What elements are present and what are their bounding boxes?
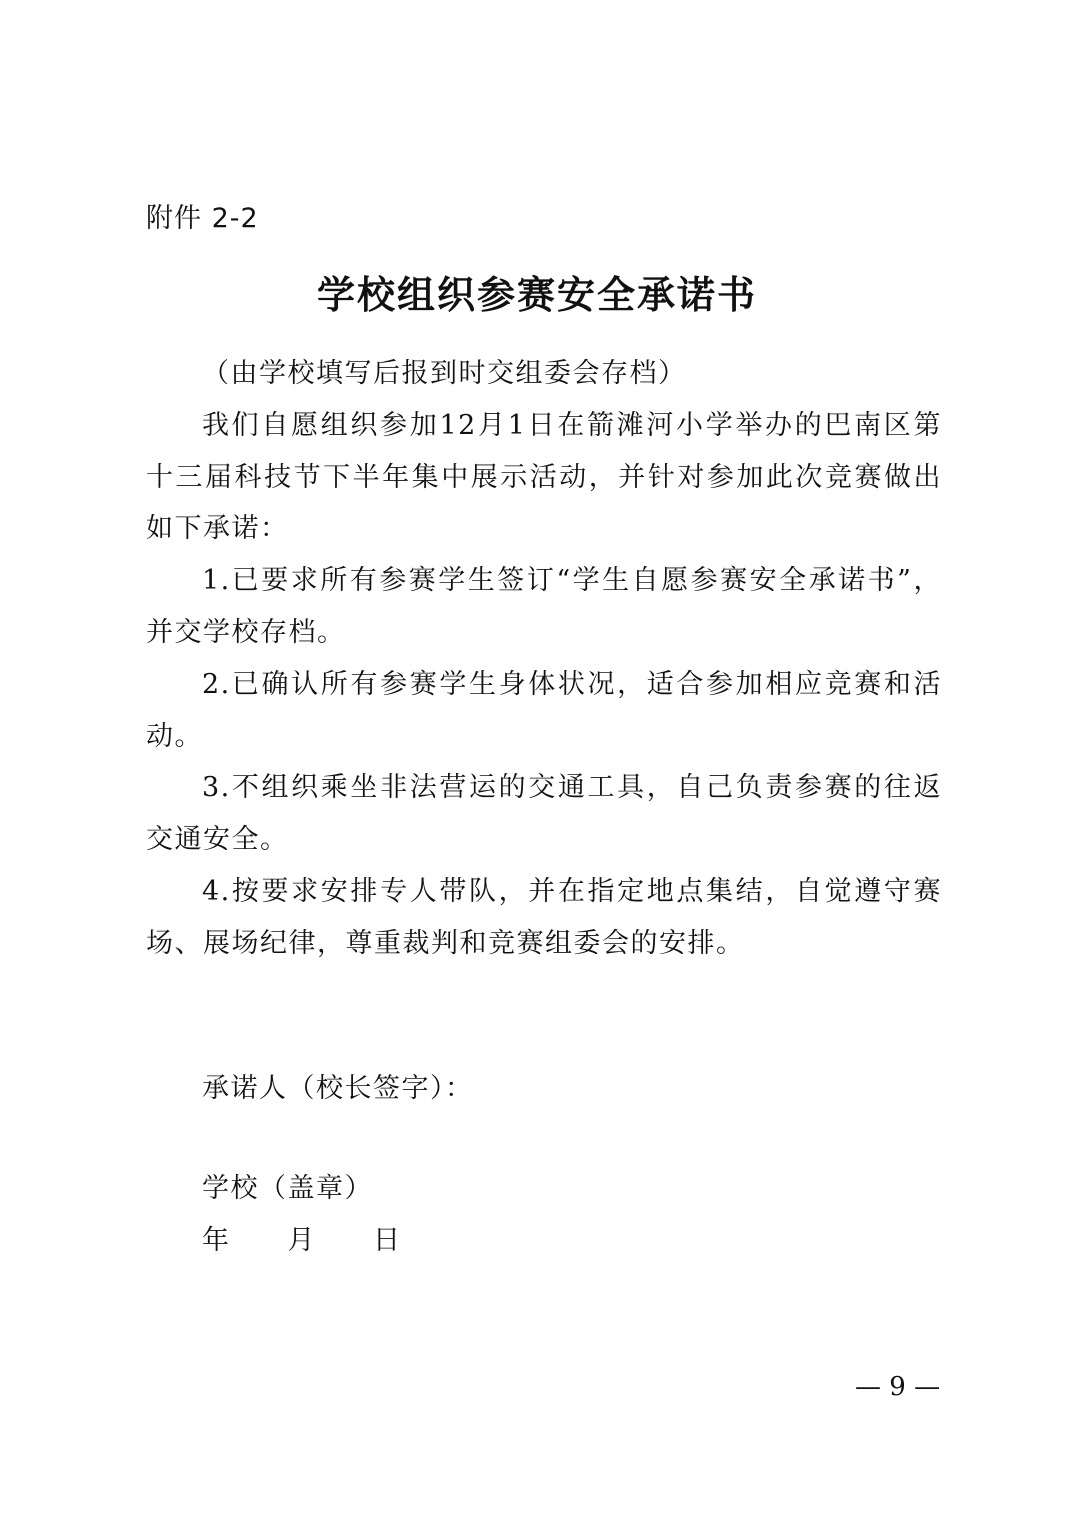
document-body <box>146 348 942 970</box>
page-number: — 9 — <box>855 1372 941 1402</box>
paragraph-item-1: 1.已要求所有参赛学生签订“学生自愿参赛安全承诺书”，并交学校存档。 <box>146 565 942 648</box>
paragraph-item-2: 2.已确认所有参赛学生身体状况，适合参加相应竞赛和活动。 <box>146 668 942 752</box>
attachment-label: 附件 2-2 <box>146 203 259 234</box>
paragraph-item-3: 3.不组织乘坐非法营运的交通工具，自己负责参赛的往返交通安全。 <box>146 772 942 856</box>
paragraph-item-4: 4.按要求安排专人带队，并在指定地点集结，自觉遵守赛场、展场纪律，尊重裁判和竞赛组委会的安排。 <box>146 875 942 959</box>
paragraph-note: （由学校填写后报到时交组委会存档） <box>202 358 687 389</box>
date-line: 年 月 日 <box>202 1225 402 1256</box>
principal-signature-line: 承诺人（校长签字）： <box>202 1073 474 1104</box>
paragraph-intro: 我们自愿组织参加12月1日在箭滩河小学举办的巴南区第十三届科技节下半年集中展示活动，并针对参加此次竞赛做出如下承诺： <box>146 409 942 545</box>
school-seal-line: 学校（盖章） <box>202 1173 373 1204</box>
page-title: 学校组织参赛安全承诺书 <box>316 272 757 317</box>
